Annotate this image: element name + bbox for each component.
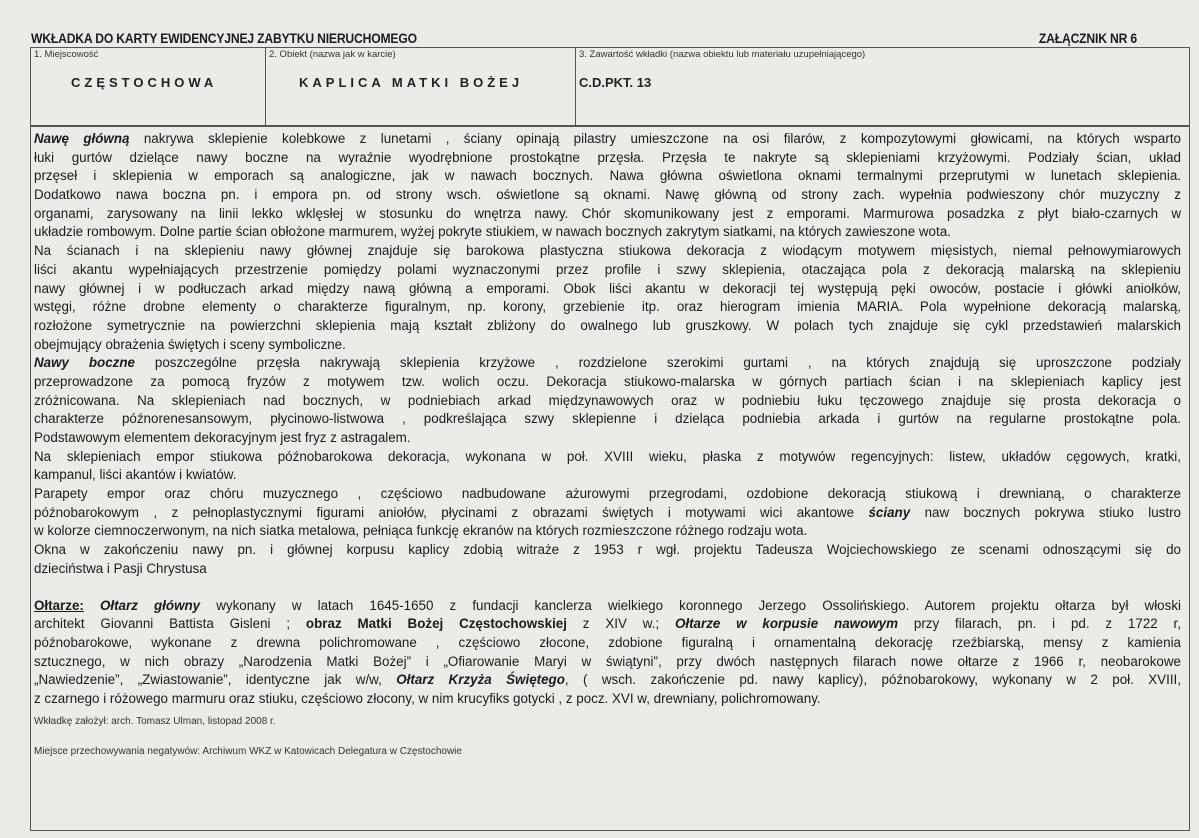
emphasized-term: obraz Matki Bożej Częstochowskiej xyxy=(305,616,567,632)
text-segment: rozłożone symetrycznie na powierzchni sklepienia mają kształt zbliżony do owalnego lub gruszkowy. W polach tych znajduje się cykl przedstawień malarskich xyxy=(34,317,1181,333)
text-line xyxy=(34,597,1181,616)
emphasized-term: Ołtarz główny xyxy=(99,597,201,613)
text-line xyxy=(34,130,1181,149)
author-note: Wkładkę założył: arch. Tomasz Ulman, listopad 2008 r. xyxy=(34,716,276,727)
text-segment xyxy=(84,598,100,613)
negatives-location: Miejsce przechowywania negatywów: Archiwum WKZ w Katowicach Delegatura w Częstochowie xyxy=(34,746,462,757)
text-segment: poszczególne przęsła nakrywają sklepienia krzyżowe , rozdzielone szerokimi gurtami , na których znajdują się uproszczone podziały xyxy=(135,355,1181,371)
text-segment: wstęgi, różne drobne elementy o charakterze figuralnym, np. korony, grzebienie itp. oraz hierogram imienia MARIA. Pola wypełnione dekoracją malarską, xyxy=(34,299,1181,315)
text-segment: architekt Giovanni Battista Gisleni ; xyxy=(34,616,306,632)
text-segment: kampanul, liści akantów i kwiatów. xyxy=(34,467,237,483)
text-line xyxy=(34,466,1181,485)
text-line xyxy=(34,522,1181,541)
text-segment: późnobarokowym , z pełnoplastycznymi figurami aniołów, płycinami z obrazami świętych i motywami wici akantowe xyxy=(34,504,869,520)
field-value: KAPLICA MATKI BOŻEJ xyxy=(299,75,524,90)
text-segment: „Nawiedzenie”, „Zwiastowanie”, identyczne jak w/w, xyxy=(34,672,397,688)
text-line xyxy=(34,504,1181,523)
header-fields xyxy=(31,48,1189,127)
text-line xyxy=(34,448,1181,467)
text-line xyxy=(34,261,1181,280)
text-line xyxy=(34,205,1181,224)
text-line xyxy=(34,560,1181,579)
text-line xyxy=(34,410,1181,429)
field-value: CZĘSTOCHOWA xyxy=(71,75,218,90)
text-line xyxy=(34,317,1181,336)
text-segment: łuki gurtów dzielące nawy boczne na wyraźnie wyodrębnione prostokątne przęsła. Przęsła te nakryte są sklepieniami krzyżowymi. Podziały ścian, układ xyxy=(34,149,1181,165)
text-line xyxy=(34,149,1181,168)
text-segment: Na ścianach i na sklepieniu nawy głównej znajduje się barokowa plastyczna stiukowa dekoracja z wiodącym motywem mięsistych, niemal pełnowymiarowych xyxy=(34,243,1181,259)
description-text xyxy=(34,130,1181,709)
emphasized-term: ściany xyxy=(868,504,911,520)
text-segment: zróżnicowana. Na sklepieniach nad bocznych, w podniebiach arkad międzynawowych oraz w podniebiu łuku tęczowego znajduje się prosta dekoracja o xyxy=(34,392,1181,408)
text-line xyxy=(34,336,1181,355)
emphasized-term: Ołtarze: xyxy=(34,597,84,613)
text-segment: naw bocznych pokrywa stiuko lustro xyxy=(910,504,1181,520)
text-line xyxy=(34,392,1181,411)
text-line xyxy=(34,373,1181,392)
text-line xyxy=(34,280,1181,299)
emphasized-term: Ołtarz Krzyża Świętego xyxy=(396,672,565,688)
text-segment: , ( wsch. zakończenie pd. nawy kaplicy), późnobarokowy, wykonany w 2 poł. XVIII, xyxy=(564,672,1181,688)
text-line xyxy=(34,242,1181,261)
text-line xyxy=(34,579,1181,597)
annex-number: ZAŁĄCZNIK NR 6 xyxy=(1038,31,1137,46)
text-segment: nakrywa sklepienie kolebkowe z lunetami , ściany opinają pilastry umieszczone na osi filarów, z kompozytowymi głowicami, na których wsparto xyxy=(129,131,1181,146)
text-segment: późnobarokowe, wykonane z drewna polichromowane , częściowo złocone, zdobione figuralną i ornamentalną dekorację rzeźbiarską, mensy z kamienia xyxy=(34,634,1181,650)
text-segment: organami, zarysowany na linii lekko wklęsłej w stosunku do wnętrza nawy. Chór skomunikowany jest z emporami. Marmurowa posadzka z płyt biało-czarnych w xyxy=(34,205,1181,221)
text-segment: Parapety empor oraz chóru muzycznego , częściowo nadbudowane ażurowymi przegrodami, ozdobione dekoracją stiukową i drewnianą, o charakterze xyxy=(34,486,1181,502)
field-locality xyxy=(31,48,266,125)
text-segment: z czarnego i różowego marmuru oraz stiuku, częściowo złocony, w nim krucyfiks gotycki , z pocz. XVI w, drewniany, polichromowany. xyxy=(34,690,821,706)
form-frame xyxy=(30,47,1190,831)
field-content xyxy=(576,48,1189,125)
text-line xyxy=(34,167,1181,186)
emphasized-term: Nawę główną xyxy=(34,131,130,146)
text-segment: wykonany w latach 1645-1650 z fundacji kanclerza wielkiego koronnego Jerzego Ossolińskiego. Autorem projektu ołtarza był włoski xyxy=(200,597,1181,613)
field-label: 1. Miejscowość xyxy=(34,49,99,60)
text-line xyxy=(34,653,1181,672)
text-line xyxy=(34,615,1181,634)
text-line xyxy=(34,541,1181,560)
text-segment: nawy głównej i w podłuczach arkad między nawą główną a emporami. Obok liści akantu w dekoracji tej występują pęki owoców, postacie i główki aniołków, xyxy=(34,280,1181,296)
field-value: C.D.PKT. 13 xyxy=(579,75,652,90)
text-segment: Okna w zakończeniu nawy pn. i głównej korpusu kaplicy zdobią witraże z 1953 r wgł. projektu Tadeusza Wojciechowskiego ze scenami odnoszącymi się do xyxy=(34,542,1181,558)
document-title: WKŁADKA DO KARTY EWIDENCYJNEJ ZABYTKU NIERUCHOMEGO xyxy=(31,31,417,46)
field-object xyxy=(266,48,576,125)
text-line xyxy=(34,186,1181,205)
text-line xyxy=(34,429,1181,448)
text-line xyxy=(34,690,1181,709)
text-segment: przeprowadzone za pomocą fryzów z motywem tzw. wolich oczu. Dekoracja stiukowo-malarska w górnych partiach ścian i na sklepieniach kaplicy jest xyxy=(34,373,1181,389)
text-segment: obejmujący obrażenia świętych i sceny symboliczne. xyxy=(34,336,346,352)
text-line xyxy=(34,223,1181,242)
text-segment: charakterze późnorenesansowym, płycinowo-listwowa , podkreślająca szwy sklepienne i dzieląca podniebia arkada i gurtów na regularne prostokątne pola. xyxy=(34,411,1181,427)
text-segment: liści akantu wypełniających przestrzenie pomiędzy polami wyznaczonymi przez profile i szwy sklepienia, otaczająca pola z dekoracją malarską na sklepieniu xyxy=(34,261,1181,277)
text-segment: Dodatkowo nawa boczna pn. i empora pn. od strony wsch. oświetlone są oknami. Nawę główną od strony zach. wypełnia podwieszony chór muzyczny z xyxy=(34,187,1181,203)
text-line xyxy=(34,354,1181,373)
text-segment: przy filarach, pn. i pd. z 1722 r, xyxy=(898,616,1181,632)
emphasized-term: Nawy boczne xyxy=(34,355,135,371)
text-segment: dzieciństwa i Pasji Chrystusa xyxy=(34,560,207,576)
text-segment: sztucznego, w nich obrazy „Narodzenia Matki Bożej” i „Ofiarowanie Maryi w świątyni”, przy dwóch następnych filarach nowe ołtarze z 1966 r, neobarokowe xyxy=(34,653,1181,669)
text-segment: przęseł i sklepienia w emporach są analogiczne, jak w nawach bocznych. Nawa główna oświetlona oknami termalnymi przeprutymi w lunetach sklepienia. xyxy=(34,168,1181,184)
emphasized-term: Ołtarze w korpusie nawowym xyxy=(674,616,899,632)
text-segment: Podstawowym elementem dekoracyjnym jest fryz z astragalem. xyxy=(34,430,411,445)
text-line xyxy=(34,671,1181,690)
text-line xyxy=(34,298,1181,317)
text-line xyxy=(34,634,1181,653)
text-segment: z XIV w.; xyxy=(566,616,675,632)
field-label: 2. Obiekt (nazwa jak w karcie) xyxy=(269,49,396,60)
field-label: 3. Zawartość wkładki (nazwa obiektu lub materiału uzupełniającego) xyxy=(579,49,866,60)
text-segment: w kolorze ciemnoczerwonym, na nich siatka metalowa, pełniąca funkcję ekranów na których rozmieszczone różnego rodzaju wota. xyxy=(34,523,808,539)
text-segment: Na sklepieniach empor stiukowa późnobarokowa dekoracja, wykonana w poł. XVIII wieku, płaska z motywów regencyjnych: listew, układów cęgowych, kratki, xyxy=(34,448,1181,464)
text-line xyxy=(34,485,1181,504)
text-segment: układzie rombowym. Dolne partie ścian obłożone marmurem, wyżej pokryte stiukiem, w nawach bocznych zakrytym siatkami, na których zawieszone wota. xyxy=(34,224,951,240)
